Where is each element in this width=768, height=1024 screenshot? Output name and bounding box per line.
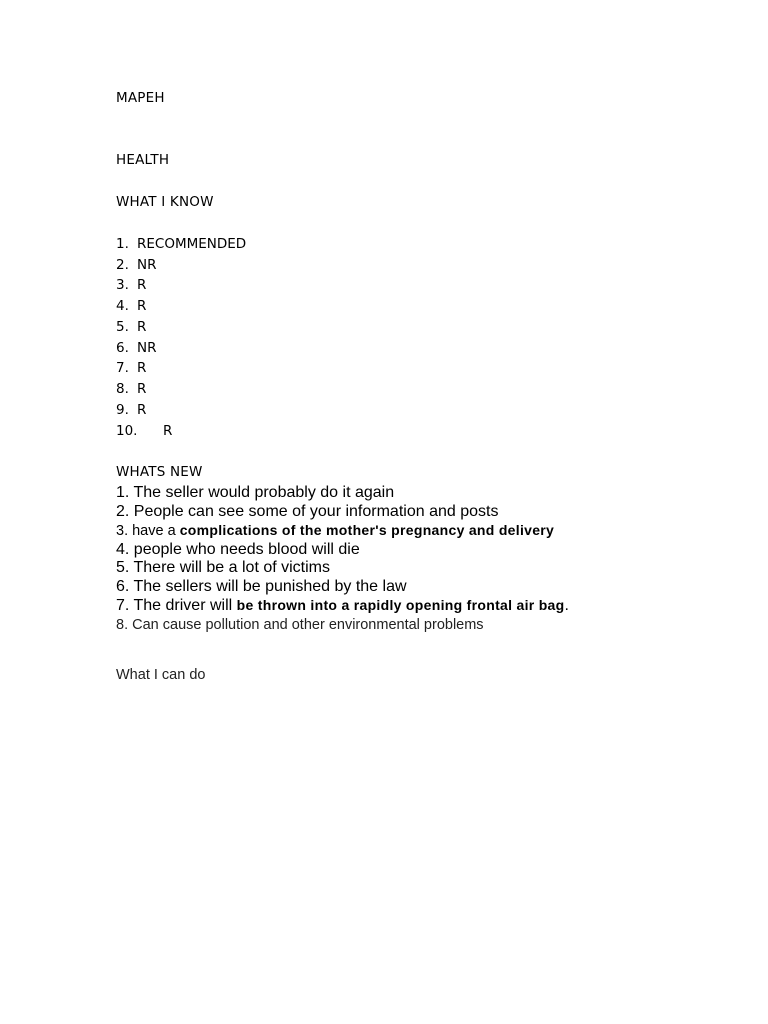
list-item: 2. NR: [116, 257, 157, 273]
list-item: 3. have a complications of the mother's pregnancy and delivery: [116, 522, 555, 539]
list-item: 4. people who needs blood will die: [116, 541, 360, 558]
list-item: 8. Can cause pollution and other environmental problems: [116, 617, 484, 633]
section-title: HEALTH: [116, 152, 170, 168]
list-item: 4. R: [116, 298, 147, 314]
list-item: 10. R: [116, 423, 173, 439]
list-item: 1. The seller would probably do it again: [116, 484, 395, 501]
whats-new-heading: WHATS NEW: [116, 464, 203, 480]
what-i-know-heading: WHAT I KNOW: [116, 194, 214, 210]
list-item: 3. R: [116, 277, 147, 293]
list-item: 2. People can see some of your information and posts: [116, 503, 499, 520]
list-item: 5. R: [116, 319, 147, 335]
subject-title: MAPEH: [116, 90, 165, 106]
list-item: 7. R: [116, 360, 147, 376]
list-item: 6. The sellers will be punished by the law: [116, 578, 407, 595]
list-item: 9. R: [116, 402, 147, 418]
what-i-can-do-heading: What I can do: [116, 667, 206, 683]
list-item: 1. RECOMMENDED: [116, 236, 247, 252]
list-item: 8. R: [116, 381, 147, 397]
list-item: 6. NR: [116, 340, 157, 356]
list-item: 5. There will be a lot of victims: [116, 559, 331, 576]
list-item: 7. The driver will be thrown into a rapidly opening frontal air bag.: [116, 597, 569, 614]
